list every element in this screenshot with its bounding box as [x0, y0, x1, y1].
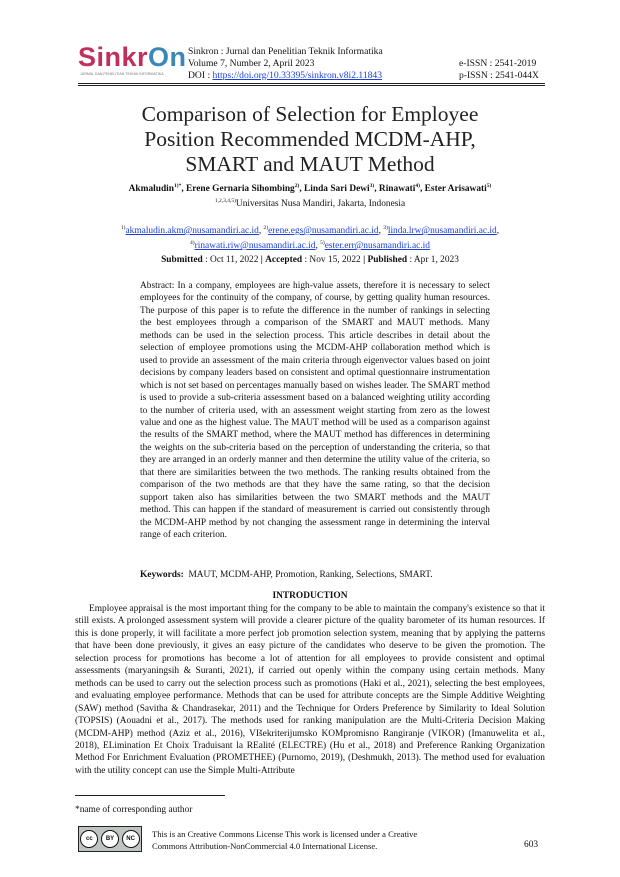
author-list: Akmaludin$^{1)*}$, Erene Gernaria Sihombing$^{2)}$, Linda Sari Dewi$^{3)}$, Rinawati$^{4)}$, Ester Arisawati$^{5)}$ — [128, 183, 492, 195]
issn-info — [459, 58, 539, 82]
pissn: p-ISSN : 2541-044X — [459, 70, 539, 81]
email-link[interactable]: rinawati.riw@nusamandiri.ac.id — [194, 241, 316, 252]
email-link[interactable]: linda.lrw@nusamandiri.ac.id — [387, 226, 497, 237]
body-paragraph: Employee appraisal is the most important thing for the company to be able to maintain the company's existence so that it still exists. A prolonged assessment system will provide a clearer picture of the quality barometer of its human resources. If this is done properly, it will facilitate a more perfect job promotion selection system, meaning that by applying the patterns that have been done previously, it gives an easy picture of the candidates who deserve to be given the promotion. The selection process for promotions has become a lot of attention for all employees to provide consistent and optimal assessments (maryaningsih & Suranti, 2021), if carried out openly within the company using certain methods. Many methods can be used to carry out the selection process such as promotions (Haki et al., 2021), selecting the best employees, and evaluating employee performance. Methods that can be used for attribute concepts are the Simple Additive Weighting (SAW) method (Savitha & Chandrasekar, 2011) and the Technique for Orders Preference by Similarity to Ideal Solution (TOPSIS) (Aouadni et al., 2017). The methods used for ranking manipulation are the Multi-Criteria Decision Making (MCDM-AHP) method (Aziz et al., 2016), VIšekriterijumsko KOMpromisno Rangiranje (VIKOR) (Imanuwelita et al., 2018), ELimination Et Choix Traduisant la REalité (ELECTRE) (Hu et al., 2018) and Preference Ranking Organization Method For Enrichment Evaluation (PROMETHEE) (Purnomo, 2019), (Deshmukh, 2013). The method used for evaluation with the utility concept can use the Simple Multi-Attribute — [75, 604, 545, 776]
email-link[interactable]: erene.egs@nusamandiri.ac.id — [268, 226, 379, 237]
journal-name: Sinkron : Jurnal dan Penelitian Teknik Informatika — [188, 46, 383, 57]
journal-volume: Volume 7, Number 2, April 2023 — [188, 58, 315, 69]
logo-tagline: JURNAL DAN PENELITIAN TEKNIK INFORMATIKA — [80, 72, 164, 76]
header-divider-2 — [78, 85, 545, 86]
footnote-divider — [75, 795, 225, 796]
header-divider — [78, 83, 545, 84]
license-text: This is an Creative Commons License This work is licensed under a Creative Commons Attribution-NonCommercial 4.0 International License. — [152, 829, 418, 851]
keywords: Keywords: MAUT, MCDM-AHP, Promotion, Ranking, Selections, SMART. — [140, 570, 433, 580]
email-link[interactable]: ester.err@nusamandiri.ac.id — [324, 241, 430, 252]
paper-title: Comparison of Selection for Employee Position Recommended MCDM-AHP, SMART and MAUT Method — [141, 102, 479, 176]
by-icon: BY — [101, 830, 119, 848]
email-link[interactable]: akmaludin.akm@nusamandiri.ac.id — [125, 226, 259, 237]
author-emails: $^{1)}$akmaludin.akm@nusamandiri.ac.id, $^{2)}$erene.egs@nusamandiri.ac.id, $^{3)}$linda.lrw@nusamandiri.ac.id, $^{4)}$rinawati.riw@nusamandiri.ac.id, $^{5)}$ester.err@nusamandiri.ac.id — [120, 225, 500, 252]
nc-icon: NC — [122, 830, 140, 848]
affiliation: $^{1,2,3,4,5)}$Universitas Nusa Mandiri, Jakarta, Indonesia — [214, 198, 406, 210]
abstract: Abstract: In a company, employees are high-value assets, therefore it is necessary to select employees for the continuity of the company, of course, by getting quality human resources. The purpose of this paper is to refute the difference in the number of rankings in selecting the best employees through a comparison of the SMART and MAUT methods. Many methods can be used in the selection process. This article describes in detail about the selection of employee promotions using the MCDM-AHP collaboration method which is used to provide an assessment of the main criteria through eigenvector values based on joint decisions by company leaders based on consistent and optimal questionnaire instrumentation which is not set based on percentages manually based on wishes leader. The SMART method is used to provide a sub-criteria assessment based on a balanced weighting utility according to the number of criteria used, with an assessment weight starting from zero as the lowest value and one as the highest value. The MAUT method will be used as a comparison against the results of the SMART method, where the MAUT method has differences in determining the weights on the sub-criteria based on the perception of understanding the criteria, so that they are arranged in an orderly manner and then determine the utility value of the criteria, so that there are similarities between the two methods. The ranking results obtained from the comparison of the two methods are that they have the same rating, so that the decision support taken also has similarities between the two SMART methods and the MAUT method. This can happen if the standard of measurement is carried out consistently through the MCDM-AHP method by not changing the assessment range in determining the interval range of each criterion. — [140, 281, 490, 541]
page-number: 603 — [524, 840, 539, 850]
eissn: e-ISSN : 2541-2019 — [459, 58, 537, 69]
journal-logo: SinkrOn — [78, 42, 187, 72]
submission-dates: Submitted : Oct 11, 2022 | Accepted : Nov 15, 2022 | Published : Apr 1, 2023 — [161, 255, 459, 265]
cc-icon: cc — [80, 830, 98, 848]
doi: DOI : https://doi.org/10.33395/sinkron.v8i2.11843 — [188, 70, 383, 81]
creative-commons-badge[interactable] — [78, 826, 142, 852]
journal-info — [188, 46, 383, 82]
doi-link[interactable]: https://doi.org/10.33395/sinkron.v8i2.11843 — [212, 70, 383, 81]
footnote: *name of corresponding author — [75, 805, 193, 815]
section-heading: INTRODUCTION — [272, 591, 348, 601]
